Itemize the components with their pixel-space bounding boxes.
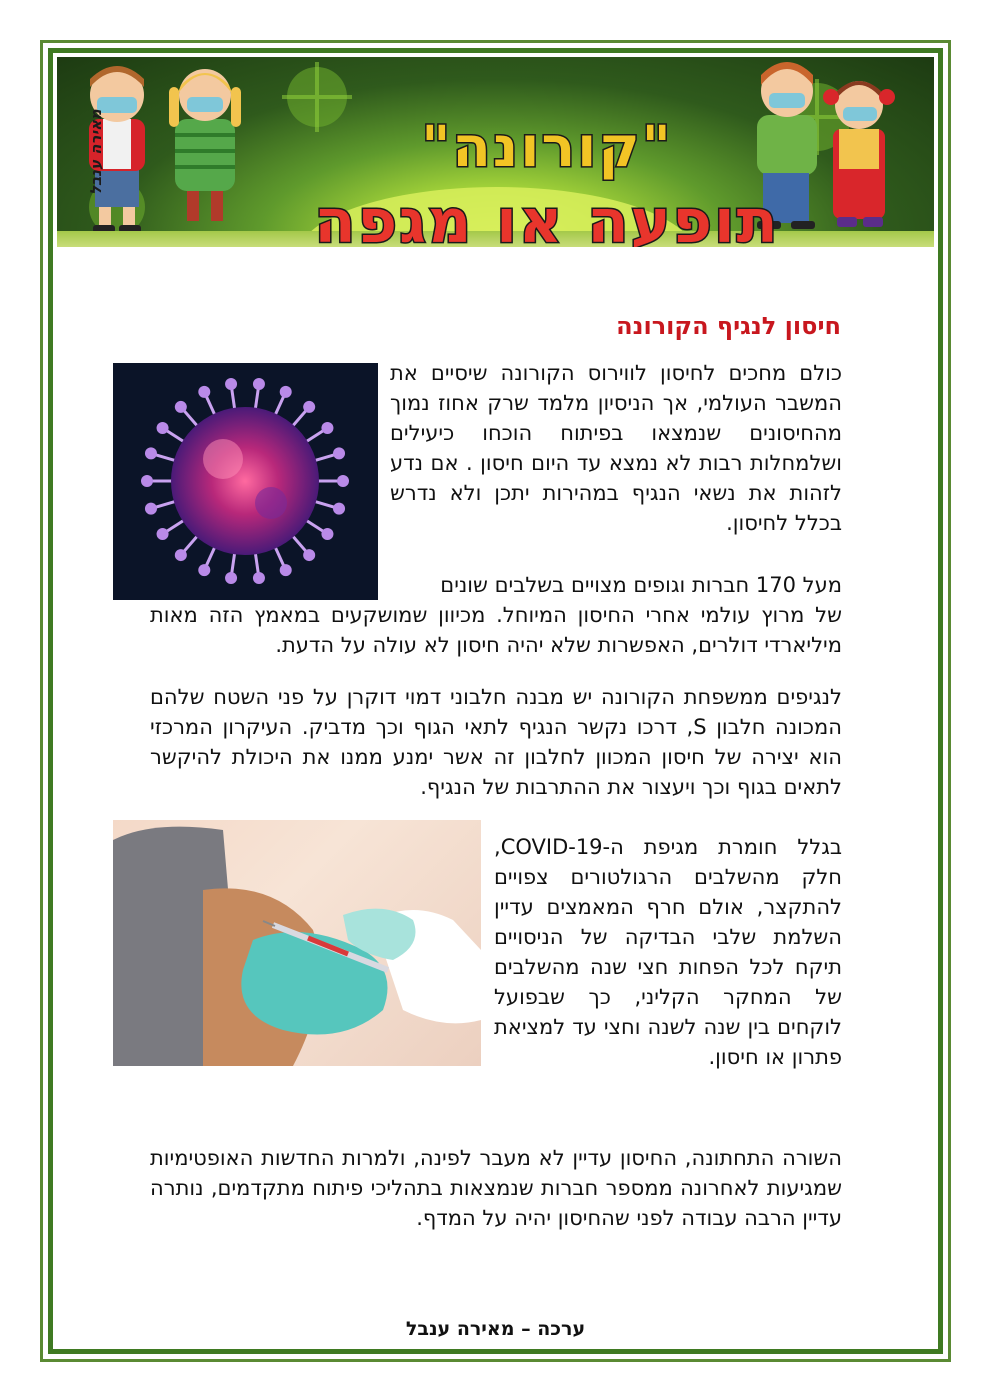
- virus-image: [113, 363, 378, 600]
- paragraph-5: השורה התחתונה, החיסון עדיין לא מעבר לפינה, ולמרות החדשות האופטימיות שמגיעות לאחרונה ממספר חברות שנמצאות בתהליכי פיתוח מתקדמים, נותרה עדיין הרבה עבודה לפני שהחיסון יהיה על המדף.: [150, 1146, 842, 1230]
- banner-author-mark: מאירה ענבל: [87, 109, 105, 195]
- article-heading: חיסון לנגיף הקורונה: [616, 312, 841, 340]
- banner-title-line2: תופעה או מגפה: [314, 187, 780, 247]
- banner-title-line1: "קורונה": [421, 115, 673, 180]
- paragraph-3: לנגיפים ממשפחת הקורונה יש מבנה חלבוני דמוי דוקרן על פני השטח שלהם המכונה חלבון S, דרכו נקשר הנגיף לתאי הגוף וכך מדביק. העיקרון המרכזי הוא יצירה של חיסון המכוון לחלבון זה אשר ימנע ממנו את היכולת להיקשר לתאים בגוף וכך ויעצור את ההתרבות של הנגיף.: [150, 685, 842, 799]
- paragraph-2b: של מרוץ עולמי אחרי החיסון המיוחל. מכיוון שמושקעים במאמץ הזה מאות מיליארדי דולרים, האפשרות שלא יהיה חיסון לא עולה על הדעת.: [150, 603, 842, 657]
- paragraph-2a: מעל 170 חברות וגופים מצויים בשלבים שונים: [440, 573, 842, 597]
- header-banner: [57, 57, 934, 247]
- paragraph-1: כולם מחכים לחיסון לווירוס הקורונה שיסיים את המשבר העולמי, אך הניסיון מלמד שרק אחוז נמוך מהחיסונים שנמצאו בפיתוח הוכחו כיעילים ושלמחלות רבות לא נמצא עד היום חיסון . אם נדע לזהות את נשאי הנגיף במהירות יתכן ולא נדרש בכלל לחיסון.: [390, 361, 842, 535]
- footer-credit: ערכה – מאירה ענבל: [405, 1318, 586, 1340]
- paragraph-4: בגלל חומרת מגיפת ה-COVID-19, חלק מהשלבים הרגולטורים צפויים להתקצר, אולם חרף המאמצים עדיין השלמת שלבי הבדיקה של הניסויים תיקח לכל הפחות חצי שנה מהשלבים של המחקר הקליני, כך שבפועל לוקחים בין שנה לשנה וחצי עד למציאת פתרון או חיסון.: [494, 835, 842, 1069]
- vaccination-image: [113, 820, 481, 1066]
